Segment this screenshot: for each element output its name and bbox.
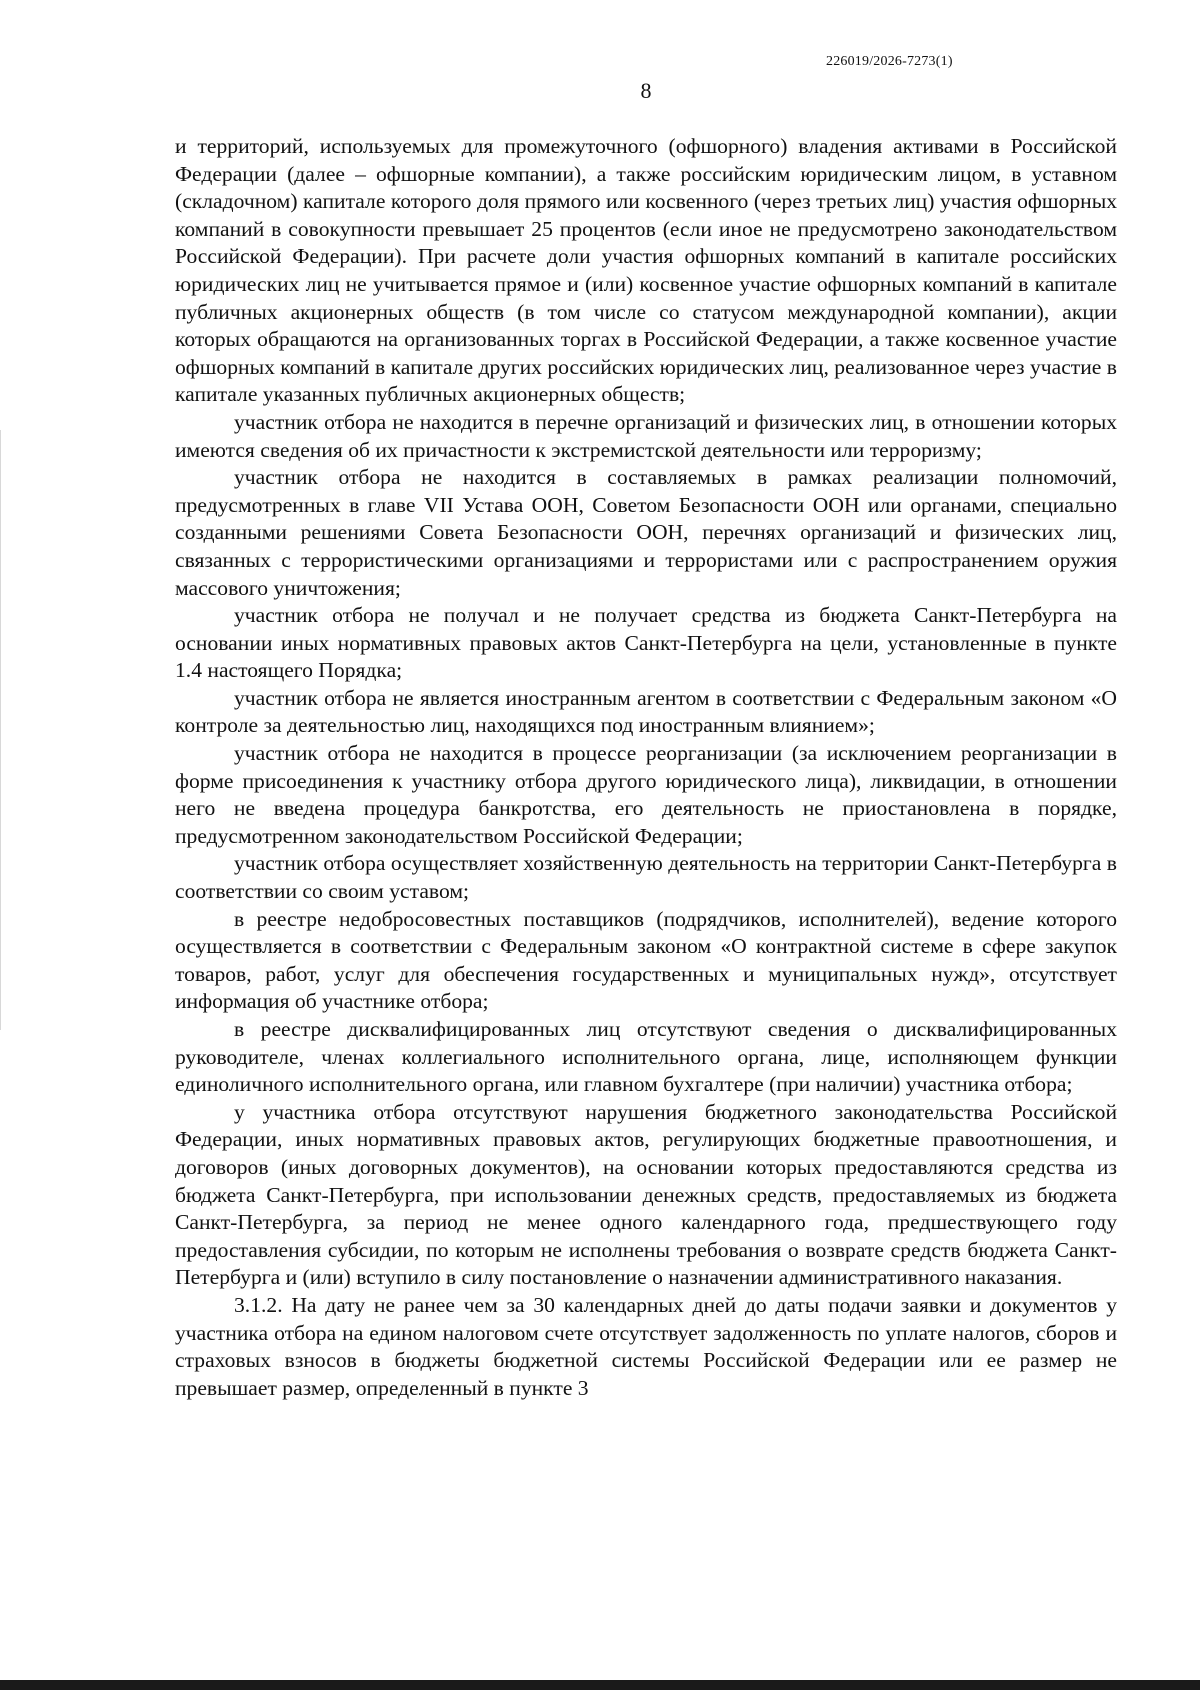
paragraph: 3.1.2. На дату не ранее чем за 30 календарных дней до даты подачи заявки и документов у участника отбора на едином налоговом счете отсутствует задолженность по уплате налогов, сборов и страховых взносов в бюджеты бюджетной системы Российской Федерации или ее размер не превышает размер, определенный в пункте 3 xyxy=(175,1292,1117,1400)
paragraph: у участника отбора отсутствуют нарушения бюджетного законодательства Российской Федерации, иных нормативных правовых актов, регулирующих бюджетные правоотношения, и договоров (иных договорных документов), на основании которых предоставляются средства из бюджета Санкт-Петербурга, при использовании денежных средств, предоставляемых из бюджета Санкт-Петербурга, за период не менее одного календарного года, предшествующего году предоставления субсидии, по которым не исполнены требования о возврате средств бюджета Санкт-Петербурга и (или) вступило в силу постановление о назначении административного наказания. xyxy=(175,1099,1117,1290)
scan-bottom-edge xyxy=(0,1680,1200,1690)
paragraph: участник отбора не находится в составляемых в рамках реализации полномочий, предусмотренных в главе VII Устава ООН, Советом Безопасности ООН или органами, специально созданными решениями Совета Безопасности ООН, перечнях организаций и физических лиц, связанных с террористическими организациями и террористами или с распространением оружия массового уничтожения; xyxy=(175,465,1117,600)
paragraph: участник отбора не является иностранным агентом в соответствии с Федеральным законом «О контроле за деятельностью лиц, находящихся под иностранным влиянием»; xyxy=(175,685,1117,738)
paragraph: участник отбора не находится в процессе реорганизации (за исключением реорганизации в форме присоединения к участнику отбора другого юридического лица), ликвидации, в отношении него не введена процедура банкротства, его деятельность не приостановлена в порядке, предусмотренном законодательством Российской Федерации; xyxy=(175,741,1117,848)
paragraph: участник отбора осуществляет хозяйственную деятельность на территории Санкт-Петербурга в соответствии со своим уставом; xyxy=(175,851,1117,904)
paragraph-continued: и территорий, используемых для промежуточного (офшорного) владения активами в Российской Федерации (далее – офшорные компании), а также российским юридическим лицом, в уставном (складочном) капитале которого доля прямого или косвенного (через третьих лиц) участия офшорных компаний в совокупности превышает 25 процентов (если иное не предусмотрено законодательством Российской Федерации). При расчете доли участия офшорных компаний в капитале российских юридических лиц не учитывается прямое и (или) косвенное участие офшорных компаний в капитале публичных акционерных обществ (в том числе со статусом международной компании), акции которых обращаются на организованных торгах в Российской Федерации, а также косвенное участие офшорных компаний в капитале других российских юридических лиц, реализованное через участие в капитале указанных публичных акционерных обществ; xyxy=(175,134,1117,407)
document-number: 226019/2026-7273(1) xyxy=(826,54,953,69)
document-body xyxy=(175,133,1117,1402)
page-number: 8 xyxy=(640,78,652,103)
paragraph: в реестре недобросовестных поставщиков (подрядчиков, исполнителей), ведение которого осуществляется в соответствии с Федеральным законом «О контрактной системе в сфере закупок товаров, работ, услуг для обеспечения государственных и муниципальных нужд», отсутствует информация об участнике отбора; xyxy=(175,906,1117,1014)
scan-edge-line xyxy=(0,430,1,1030)
paragraph: участник отбора не находится в перечне организаций и физических лиц, в отношении которых имеются сведения об их причастности к экстремистской деятельности или терроризму; xyxy=(175,409,1117,462)
paragraph: участник отбора не получал и не получает средства из бюджета Санкт-Петербурга на основании иных нормативных правовых актов Санкт-Петербурга на цели, установленные в пункте 1.4 настоящего Порядка; xyxy=(175,603,1117,683)
paragraph: в реестре дисквалифицированных лиц отсутствуют сведения о дисквалифицированных руководителе, членах коллегиального исполнительного органа, лице, исполняющем функции единоличного исполнительного органа, или главном бухгалтере (при наличии) участника отбора; xyxy=(175,1017,1117,1097)
